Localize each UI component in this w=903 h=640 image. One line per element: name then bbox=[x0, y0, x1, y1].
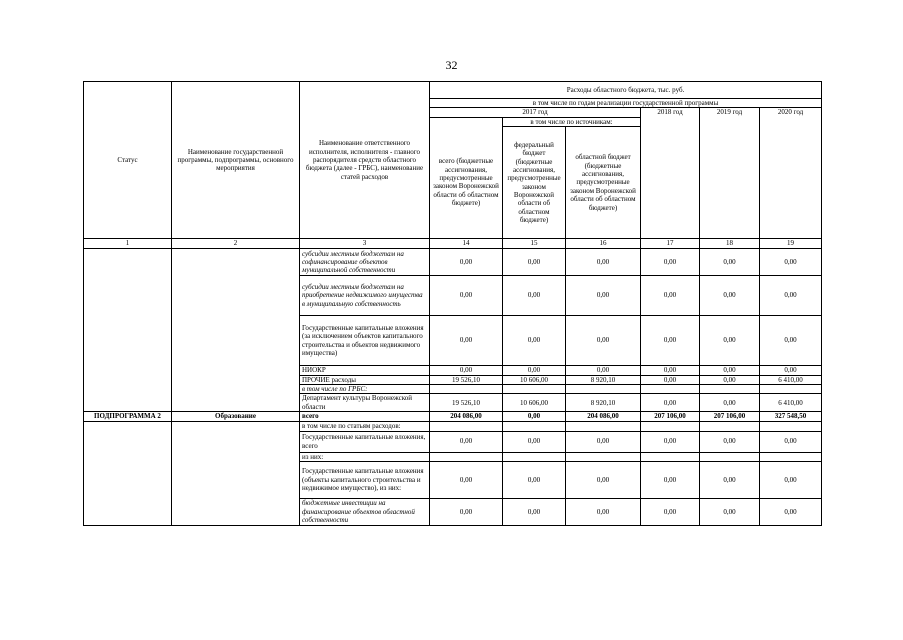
row-value bbox=[430, 384, 503, 393]
row-value bbox=[503, 422, 566, 431]
row-value: 0,00 bbox=[760, 276, 822, 316]
row-value: 0,00 bbox=[430, 276, 503, 316]
header-year-2020: 2020 год bbox=[760, 108, 822, 239]
budget-table bbox=[83, 81, 822, 526]
row-value: 0,00 bbox=[760, 249, 822, 276]
row-name: ПРОЧИЕ расходы bbox=[300, 375, 430, 384]
header-blank bbox=[430, 117, 503, 126]
row-value: 0,00 bbox=[700, 461, 760, 498]
row-value: 0,00 bbox=[700, 249, 760, 276]
header-executor: Наименование ответственного исполнителя, исполнителя - главного распорядителя средств областного бюджета (далее - ГРБС), наименование статей расходов bbox=[300, 82, 430, 239]
table-row bbox=[84, 422, 822, 431]
row-value bbox=[760, 422, 822, 431]
column-number: 15 bbox=[503, 239, 566, 249]
row-value: 0,00 bbox=[641, 498, 700, 525]
row-value: 0,00 bbox=[700, 394, 760, 412]
row-name: Государственные капитальные вложения (за исключением объектов капитального строительства и объектов недвижимого имущества) bbox=[300, 316, 430, 366]
row-value bbox=[566, 452, 641, 461]
row-value bbox=[700, 452, 760, 461]
header-program-name: Наименование государственной программы, подпрограммы, основного мероприятия bbox=[172, 82, 300, 239]
row-value: 204 086,00 bbox=[566, 412, 641, 422]
table-row bbox=[84, 249, 822, 276]
row-name: из них: bbox=[300, 452, 430, 461]
header-by-years: в том числе по годам реализации государственной программы bbox=[430, 99, 822, 108]
row-value: 0,00 bbox=[641, 249, 700, 276]
row-value: 0,00 bbox=[430, 366, 503, 375]
row-name: субсидии местным бюджетам на софинансирование объектов муниципальной собственности bbox=[300, 249, 430, 276]
row-value: 0,00 bbox=[641, 431, 700, 452]
column-number: 2 bbox=[172, 239, 300, 249]
row-value: 0,00 bbox=[641, 276, 700, 316]
row-value: 0,00 bbox=[566, 498, 641, 525]
row-value: 0,00 bbox=[700, 498, 760, 525]
row-value: 0,00 bbox=[566, 366, 641, 375]
row-program bbox=[172, 249, 300, 412]
header-expenses: Расходы областного бюджета, тыс. руб. bbox=[430, 82, 822, 99]
row-value: 0,00 bbox=[700, 375, 760, 384]
row-value: 0,00 bbox=[760, 461, 822, 498]
row-value: 0,00 bbox=[503, 431, 566, 452]
page-number: 32 bbox=[445, 58, 458, 72]
row-value: 0,00 bbox=[700, 366, 760, 375]
row-value bbox=[641, 452, 700, 461]
column-number: 3 bbox=[300, 239, 430, 249]
header-year-2018: 2018 год bbox=[641, 108, 700, 239]
row-name: субсидии местным бюджетам на приобретение недвижимого имущества в муниципальную собственность bbox=[300, 276, 430, 316]
header-status: Статус bbox=[84, 82, 172, 239]
row-value: 0,00 bbox=[430, 316, 503, 366]
row-status bbox=[84, 422, 172, 526]
row-value: 19 526,10 bbox=[430, 394, 503, 412]
column-number: 17 bbox=[641, 239, 700, 249]
row-program bbox=[172, 422, 300, 526]
row-value: 6 410,00 bbox=[760, 375, 822, 384]
row-value: 19 526,10 bbox=[430, 375, 503, 384]
row-value: 0,00 bbox=[566, 461, 641, 498]
header-total-col: всего (бюджетные ассигнования, предусмотренные законом Воронежской области об областном бюджете) bbox=[430, 127, 503, 239]
row-value: 327 548,50 bbox=[760, 412, 822, 422]
row-name: в том числе по статьям расходов: bbox=[300, 422, 430, 431]
column-number-row bbox=[84, 239, 822, 249]
header-year-2019: 2019 год bbox=[700, 108, 760, 239]
row-value bbox=[700, 384, 760, 393]
table-row bbox=[84, 412, 822, 422]
row-value: 0,00 bbox=[760, 431, 822, 452]
header-by-sources: в том числе по источникам: bbox=[503, 117, 641, 126]
row-value: 0,00 bbox=[566, 276, 641, 316]
row-value: 204 086,00 bbox=[430, 412, 503, 422]
row-value: 0,00 bbox=[430, 431, 503, 452]
row-value bbox=[566, 422, 641, 431]
row-value bbox=[503, 452, 566, 461]
row-value: 0,00 bbox=[641, 461, 700, 498]
row-value: 207 106,00 bbox=[641, 412, 700, 422]
row-value: 6 410,00 bbox=[760, 394, 822, 412]
row-value: 0,00 bbox=[430, 461, 503, 498]
row-name: всего bbox=[300, 412, 430, 422]
row-name: НИОКР bbox=[300, 366, 430, 375]
row-value: 0,00 bbox=[503, 276, 566, 316]
row-value bbox=[430, 422, 503, 431]
column-number: 16 bbox=[566, 239, 641, 249]
column-number: 14 bbox=[430, 239, 503, 249]
row-name: в том числе по ГРБС: bbox=[300, 384, 430, 393]
row-value: 0,00 bbox=[430, 249, 503, 276]
row-value: 0,00 bbox=[566, 249, 641, 276]
row-name: Государственные капитальные вложения, всего bbox=[300, 431, 430, 452]
row-value: 0,00 bbox=[566, 431, 641, 452]
row-program: Образование bbox=[172, 412, 300, 422]
row-value: 10 606,00 bbox=[503, 375, 566, 384]
row-value bbox=[430, 452, 503, 461]
row-name: Департамент культуры Воронежской области bbox=[300, 394, 430, 412]
row-value: 0,00 bbox=[503, 412, 566, 422]
row-value: 0,00 bbox=[503, 316, 566, 366]
header-regional-col: областной бюджет (бюджетные ассигнования, предусмотренные законом Воронежской области об областном бюджете) bbox=[566, 127, 641, 239]
row-value: 0,00 bbox=[641, 366, 700, 375]
row-value bbox=[760, 452, 822, 461]
row-value: 0,00 bbox=[503, 498, 566, 525]
row-value: 0,00 bbox=[700, 431, 760, 452]
header-year-2017: 2017 год bbox=[430, 108, 641, 117]
row-value: 0,00 bbox=[641, 394, 700, 412]
row-value: 0,00 bbox=[760, 316, 822, 366]
row-value: 8 920,10 bbox=[566, 394, 641, 412]
row-value: 0,00 bbox=[760, 498, 822, 525]
row-value: 0,00 bbox=[566, 316, 641, 366]
row-value: 0,00 bbox=[503, 461, 566, 498]
row-value: 0,00 bbox=[503, 249, 566, 276]
column-number: 1 bbox=[84, 239, 172, 249]
row-value: 0,00 bbox=[700, 316, 760, 366]
row-value bbox=[641, 384, 700, 393]
row-value bbox=[700, 422, 760, 431]
row-value bbox=[760, 384, 822, 393]
row-value: 207 106,00 bbox=[700, 412, 760, 422]
row-status: ПОДПРОГРАММА 2 bbox=[84, 412, 172, 422]
row-value bbox=[566, 384, 641, 393]
row-value: 8 920,10 bbox=[566, 375, 641, 384]
row-value bbox=[641, 422, 700, 431]
row-value: 0,00 bbox=[430, 498, 503, 525]
column-number: 18 bbox=[700, 239, 760, 249]
header-federal-col: федеральный бюджет (бюджетные ассигнования, предусмотренные законом Воронежской области об областном бюджете) bbox=[503, 127, 566, 239]
row-name: Государственные капитальные вложения (объекты капитального строительства и недвижимое имущество), из них: bbox=[300, 461, 430, 498]
row-name: бюджетные инвестиции на финансирование объектов областной собственности bbox=[300, 498, 430, 525]
row-value bbox=[503, 384, 566, 393]
row-value: 0,00 bbox=[700, 276, 760, 316]
row-value: 0,00 bbox=[641, 375, 700, 384]
row-status bbox=[84, 249, 172, 412]
row-value: 10 606,00 bbox=[503, 394, 566, 412]
column-number: 19 bbox=[760, 239, 822, 249]
row-value: 0,00 bbox=[760, 366, 822, 375]
row-value: 0,00 bbox=[503, 366, 566, 375]
row-value: 0,00 bbox=[641, 316, 700, 366]
